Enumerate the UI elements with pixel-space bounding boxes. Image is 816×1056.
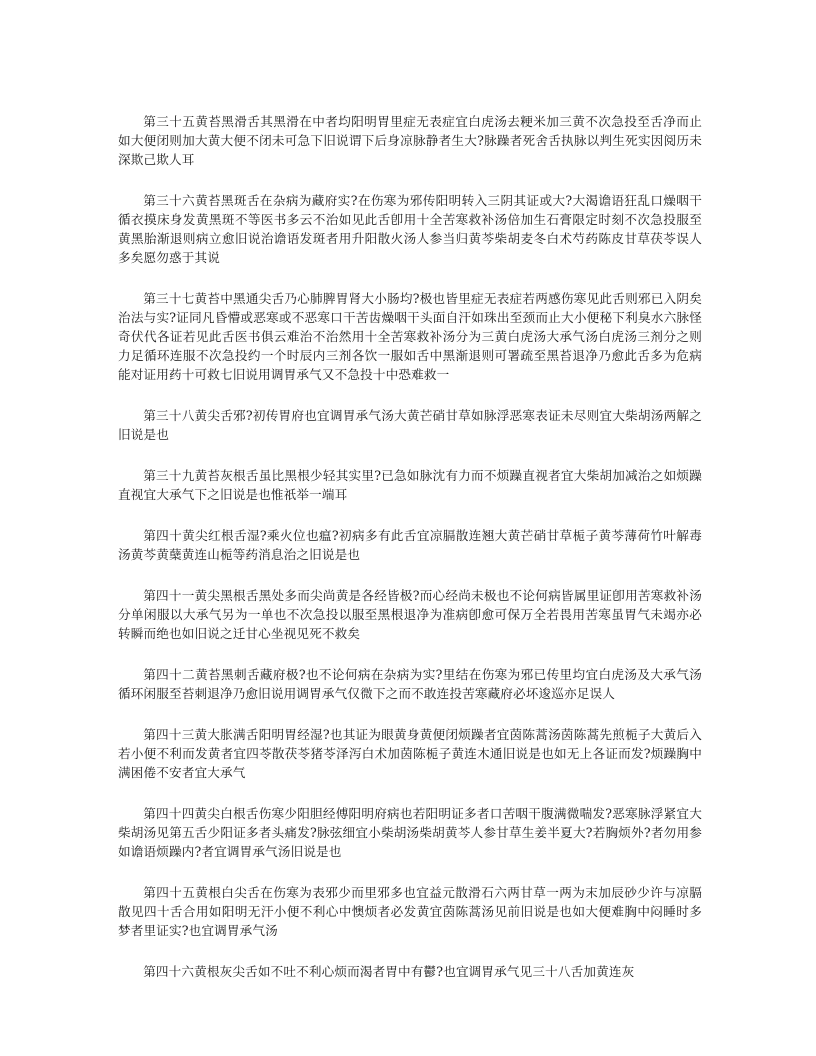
paragraph-35: 第三十五黄苔黑滑舌其黑滑在中者均阳明胃里症无表症宜白虎汤去粳米加三黄不次急投至舌净而止如大便闭则加大黄大便不闭未可急下旧说谓下后身凉脉静者生大?脉躁者死舍舌执脉以判生死实因阅历未深欺己欺人耳 [118, 114, 702, 167]
paragraph-37: 第三十七黄苔中黑通尖舌乃心肺脾胃肾大小肠均?极也皆里症无表症若两感伤寒见此舌则邪已入阴矣治法与实?证同凡昏懵或恶寒或不恶寒口干苦齿燥咽干头面自汗如珠出至颈而止大小便秘下利臭水六脉怪奇伏代各证若见此舌医书俱云难治不治然用十全苦寒救补汤分为三黄白虎汤大承气汤白虎汤三剂分之则力足循环连服不次急投约一个时辰内三剂各饮一服如舌中黑渐退则可署疏至黑苔退净乃愈此舌多为危病能对证用药十可救七旧说用调胃承气又不急投十中恐难救一 [118, 291, 702, 382]
paragraph-36: 第三十六黄苔黑斑舌在杂病为藏府实?在伤寒为邪传阳明转入三阴其证或大?大渴谵语狂乱口燥咽干循衣摸床身发黄黑斑不等医书多云不治如见此舌卽用十全苦寒救补汤倍加生石膏限定时刻不次急投服至黄黑胎渐退则病立愈旧说治谵语发斑者用升阳散火汤人参当归黄芩柴胡麦冬白术芍药陈皮甘草茯苓误人多矣愿勿惑于其说 [118, 193, 702, 265]
document-body [118, 112, 702, 1003]
paragraph-45: 第四十五黄根白尖舌在伤寒为表邪少而里邪多也宜益元散滑石六两甘草一两为末加辰砂少许与凉膈散见四十舌合用如阳明无汗小便不利心中懊烦者必发黄宜茵陈蒿汤见前旧说是也如大便难胸中闷睡时多梦者里证实?也宜调胃承气汤 [118, 885, 702, 938]
paragraph-42: 第四十二黄苔黑刺舌藏府极?也不论何病在杂病为实?里结在伤寒为邪已传里均宜白虎汤及大承气汤循环闲服至苔刺退净乃愈旧说用调胃承气仅微下之而不敢连投苦寒藏府必坏逡巡亦足误人 [118, 667, 702, 701]
paragraph-44: 第四十四黄尖白根舌伤寒少阳胆经傅阳明府病也若阳明证多者口苦咽干腹满微喘发?恶寒脉浮紧宜大柴胡汤见第五舌少阳证多者头痛发?脉弦细宜小柴胡汤柴胡黄芩人参甘草生姜半夏大?若胸烦外?者勿用参如谵语烦躁内?者宜调胃承气汤旧说是也 [118, 806, 702, 859]
paragraph-46: 第四十六黄根灰尖舌如不吐不利心烦而渴者胃中有鬱?也宜调胃承气见三十八舌加黄连灰 [143, 964, 635, 979]
paragraph-39: 第三十九黄苔灰根舌虽比黑根少轻其实里?已急如脉沈有力而不烦躁直视者宜大柴胡加减治之如烦躁直视宜大承气下之旧说是也惟祇举一端耳 [118, 468, 702, 502]
paragraph-38: 第三十八黄尖舌邪?初传胃府也宜调胃承气汤大黄芒硝甘草如脉浮恶寒表证未尽则宜大柴胡汤两解之旧说是也 [118, 408, 702, 442]
paragraph-40: 第四十黄尖红根舌湿?乘火位也瘟?初病多有此舌宜凉膈散连翘大黄芒硝甘草栀子黄芩薄荷竹叶解毒汤黄芩黄蘖黄连山栀等药消息治之旧说是也 [118, 528, 702, 562]
paragraph-43: 第四十三黄大胀满舌阳明胃经湿?也其证为眼黄身黄便闭烦躁者宜茵陈蒿汤茵陈蒿先煎栀子大黄后入若小便不利而发黄者宜四苓散茯苓猪苓泽泻白术加茵陈栀子黄连木通旧说是也如无上各证而发?烦躁胸中满困倦不安者宜大承气 [118, 727, 702, 780]
paragraph-41: 第四十一黄尖黑根舌黑处多而尖尚黄是各经皆极?而心经尚未极也不论何病皆属里证卽用苦寒救补汤分单闲服以大承气另为一单也不次急投以服至黑根退净为准病卽愈可保万全若畏用苦寒虽胃气未竭亦必转瞬而绝也如旧说之迁甘心坐视见死不救矣 [118, 588, 702, 641]
